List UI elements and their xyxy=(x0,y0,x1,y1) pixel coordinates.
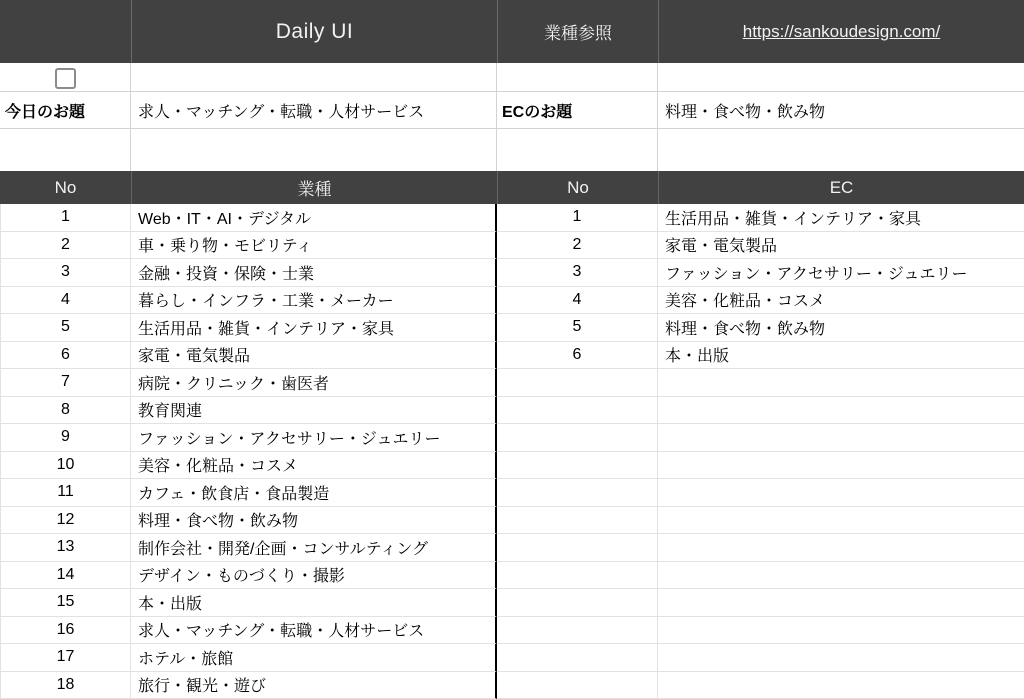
ec-name-header: EC xyxy=(658,171,1024,204)
industry-no-cell[interactable]: 6 xyxy=(0,342,131,370)
empty-cell[interactable] xyxy=(131,129,497,171)
ec-name-cell[interactable] xyxy=(658,424,1024,452)
industry-no-header: No xyxy=(54,177,77,197)
table-row xyxy=(0,369,1024,397)
ec-no-cell[interactable] xyxy=(497,369,658,397)
industry-no-cell[interactable]: 9 xyxy=(0,424,131,452)
ec-name-cell[interactable]: 料理・食べ物・飲み物 xyxy=(658,314,1024,342)
table-row xyxy=(0,589,1024,617)
ec-name-cell[interactable]: ファッション・アクセサリー・ジュエリー xyxy=(658,259,1024,287)
ec-name-cell[interactable] xyxy=(658,617,1024,645)
ec-no-cell[interactable]: 4 xyxy=(497,287,658,315)
empty-cell[interactable] xyxy=(0,129,131,171)
checkbox[interactable] xyxy=(55,68,76,89)
ec-no-cell[interactable]: 5 xyxy=(497,314,658,342)
industry-name-cell[interactable]: 旅行・観光・遊び xyxy=(131,672,497,699)
table-row xyxy=(0,534,1024,562)
ec-no-cell[interactable] xyxy=(497,507,658,535)
industry-no-cell[interactable]: 2 xyxy=(0,232,131,260)
industry-name-cell[interactable]: 暮らし・インフラ・工業・メーカー xyxy=(131,287,497,315)
industry-no-cell[interactable]: 12 xyxy=(0,507,131,535)
industry-name-cell[interactable]: 金融・投資・保険・士業 xyxy=(131,259,497,287)
ec-name-cell[interactable] xyxy=(658,672,1024,699)
industry-no-cell[interactable]: 3 xyxy=(0,259,131,287)
table-row xyxy=(0,507,1024,535)
topic-row xyxy=(0,92,1024,129)
ec-no-cell[interactable] xyxy=(497,617,658,645)
industry-no-cell[interactable]: 11 xyxy=(0,479,131,507)
upper-section xyxy=(0,63,1024,171)
industry-no-cell[interactable]: 14 xyxy=(0,562,131,590)
table-row xyxy=(0,342,1024,370)
table-header-band xyxy=(0,171,1024,204)
industry-name-cell[interactable]: ホテル・旅館 xyxy=(131,644,497,672)
industry-no-cell[interactable]: 4 xyxy=(0,287,131,315)
industry-name-cell[interactable]: 車・乗り物・モビリティ xyxy=(131,232,497,260)
industry-name-cell[interactable]: 制作会社・開発/企画・コンサルティング xyxy=(131,534,497,562)
ec-name-cell[interactable] xyxy=(658,534,1024,562)
industry-no-cell[interactable]: 13 xyxy=(0,534,131,562)
ec-no-cell[interactable] xyxy=(497,479,658,507)
industry-no-cell[interactable]: 17 xyxy=(0,644,131,672)
industry-name-cell[interactable]: デザイン・ものづくり・撮影 xyxy=(131,562,497,590)
table-row xyxy=(0,672,1024,699)
empty-cell[interactable] xyxy=(497,63,658,92)
industry-no-cell[interactable]: 16 xyxy=(0,617,131,645)
ec-no-cell[interactable] xyxy=(497,562,658,590)
ec-name-cell[interactable] xyxy=(658,562,1024,590)
ec-no-cell[interactable] xyxy=(497,534,658,562)
industry-reference-label: 業種参照 xyxy=(497,0,658,63)
ec-no-cell[interactable] xyxy=(497,452,658,480)
industry-name-cell[interactable]: 美容・化粧品・コスメ xyxy=(131,452,497,480)
ec-topic-label: ECのお題 xyxy=(497,92,658,129)
ec-no-cell[interactable]: 2 xyxy=(497,232,658,260)
ec-no-cell[interactable] xyxy=(497,397,658,425)
ec-no-cell[interactable] xyxy=(497,424,658,452)
industry-no-cell[interactable]: 1 xyxy=(0,204,131,232)
table-row xyxy=(0,397,1024,425)
industry-name-cell[interactable]: 生活用品・雑貨・インテリア・家具 xyxy=(131,314,497,342)
industry-name-cell[interactable]: Web・IT・AI・デジタル xyxy=(131,204,497,232)
empty-cell[interactable] xyxy=(131,63,497,92)
ec-no-cell[interactable]: 6 xyxy=(497,342,658,370)
reference-link[interactable]: https://sankoudesign.com/ xyxy=(742,21,941,41)
empty-cell[interactable] xyxy=(658,63,1024,92)
table-row xyxy=(0,644,1024,672)
industry-name-cell[interactable]: 料理・食べ物・飲み物 xyxy=(131,507,497,535)
table-row xyxy=(0,479,1024,507)
ec-name-cell[interactable]: 本・出版 xyxy=(658,342,1024,370)
table-row xyxy=(0,424,1024,452)
checkbox-cell xyxy=(0,63,131,92)
industry-name-header: 業種 xyxy=(131,171,497,204)
ec-name-cell[interactable] xyxy=(658,644,1024,672)
ec-name-cell[interactable] xyxy=(658,369,1024,397)
industry-name-cell[interactable]: 本・出版 xyxy=(131,589,497,617)
industry-no-cell[interactable]: 7 xyxy=(0,369,131,397)
industry-name-cell[interactable]: 病院・クリニック・歯医者 xyxy=(131,369,497,397)
ec-no-cell[interactable] xyxy=(497,644,658,672)
ec-name-cell[interactable]: 生活用品・雑貨・インテリア・家具 xyxy=(658,204,1024,232)
industry-no-cell[interactable]: 15 xyxy=(0,589,131,617)
page-title: Daily UI xyxy=(131,0,497,63)
table-row xyxy=(0,287,1024,315)
spacer-row xyxy=(0,129,1024,171)
table-row xyxy=(0,204,1024,232)
ec-name-cell[interactable] xyxy=(658,589,1024,617)
daily-topic-label: 今日のお題 xyxy=(0,92,131,129)
ec-name-cell[interactable] xyxy=(658,397,1024,425)
ec-topic-value[interactable]: 料理・食べ物・飲み物 xyxy=(658,92,1024,129)
checkbox-row xyxy=(0,63,1024,92)
ec-name-cell[interactable] xyxy=(658,507,1024,535)
title-band-empty-cell[interactable] xyxy=(0,0,131,63)
ec-no-cell[interactable]: 3 xyxy=(497,259,658,287)
industry-no-cell[interactable]: 5 xyxy=(0,314,131,342)
ec-name-cell[interactable]: 美容・化粧品・コスメ xyxy=(658,287,1024,315)
daily-topic-value[interactable]: 求人・マッチング・転職・人材サービス xyxy=(131,92,497,129)
industry-name-cell[interactable]: 教育関連 xyxy=(131,397,497,425)
ec-no-header: No xyxy=(497,171,658,204)
table-row xyxy=(0,452,1024,480)
empty-cell[interactable] xyxy=(658,129,1024,171)
ec-name-cell[interactable] xyxy=(658,452,1024,480)
table-body xyxy=(0,204,1024,699)
title-band xyxy=(0,0,1024,63)
industry-name-cell[interactable]: 求人・マッチング・転職・人材サービス xyxy=(131,617,497,645)
ec-no-cell[interactable] xyxy=(497,589,658,617)
industry-no-cell[interactable]: 18 xyxy=(0,672,131,699)
table-row xyxy=(0,562,1024,590)
industry-name-cell[interactable]: ファッション・アクセサリー・ジュエリー xyxy=(131,424,497,452)
industry-no-cell[interactable]: 10 xyxy=(0,452,131,480)
ec-no-cell[interactable] xyxy=(497,672,658,699)
table-row xyxy=(0,232,1024,260)
industry-no-cell[interactable]: 8 xyxy=(0,397,131,425)
industry-name-cell[interactable]: 家電・電気製品 xyxy=(131,342,497,370)
table-row xyxy=(0,617,1024,645)
ec-no-cell[interactable]: 1 xyxy=(497,204,658,232)
table-row xyxy=(0,314,1024,342)
empty-cell[interactable] xyxy=(497,129,658,171)
ec-name-cell[interactable]: 家電・電気製品 xyxy=(658,232,1024,260)
industry-name-cell[interactable]: カフェ・飲食店・食品製造 xyxy=(131,479,497,507)
table-row xyxy=(0,259,1024,287)
ec-name-cell[interactable] xyxy=(658,479,1024,507)
